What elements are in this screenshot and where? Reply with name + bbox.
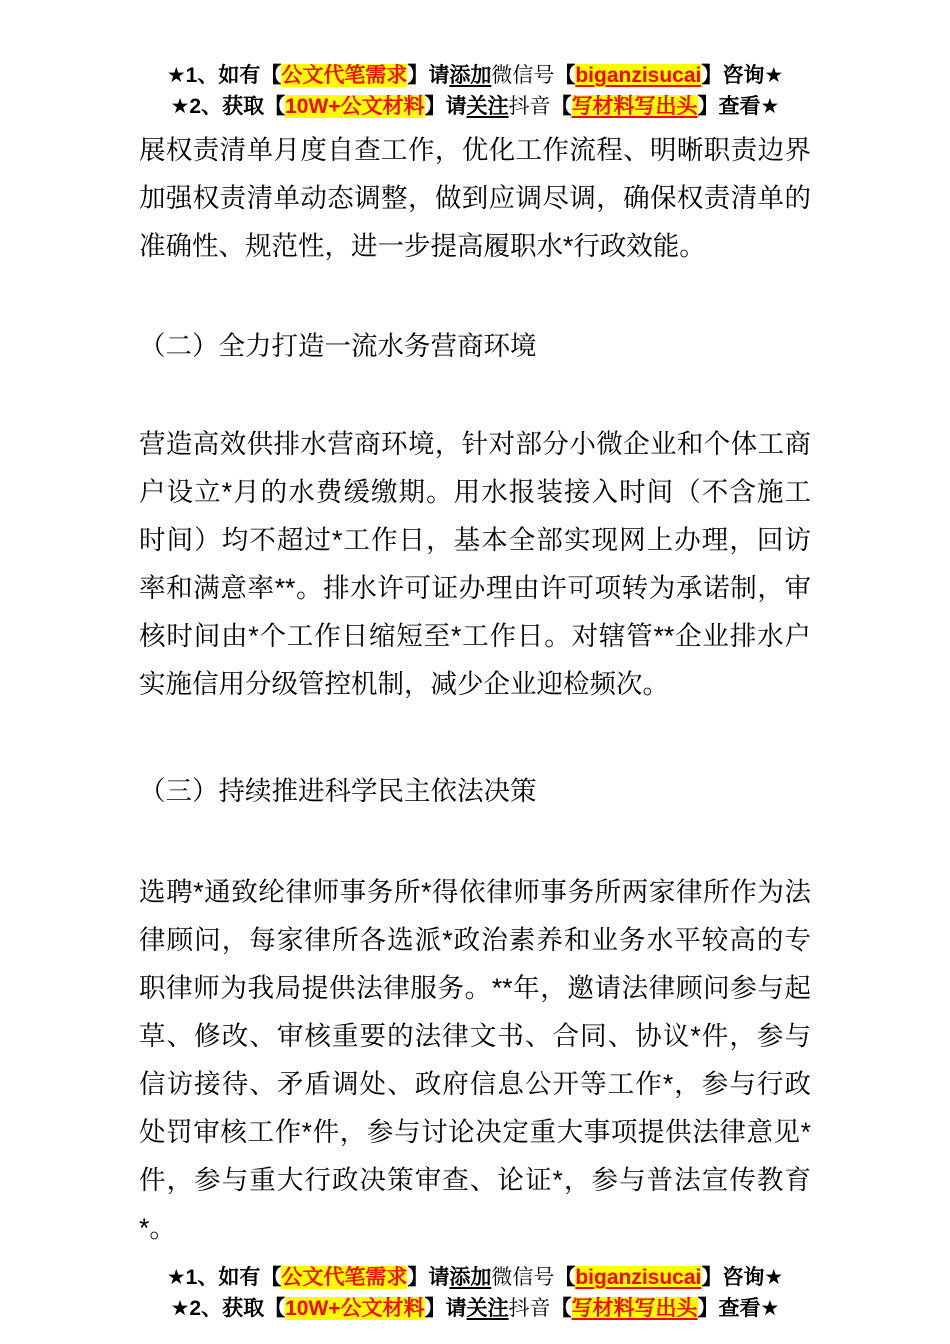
promo-segment: 抖音 <box>508 1297 551 1320</box>
promo-segment: 抖音 <box>508 95 551 118</box>
promo-segment: 关注 <box>466 1297 509 1320</box>
promo-segment: 添加 <box>449 1266 492 1289</box>
promo-segment: 】请 <box>424 95 467 118</box>
promo-segment: 微信号 <box>491 64 555 87</box>
promo-segment: ★1、如有【 <box>166 1266 282 1289</box>
body-paragraph-1: 展权责清单月度自查工作，优化工作流程、明晰职责边界加强权责清单动态调整，做到应调尽调，确保权责清单的准确性、规范性，进一步提高履职水*行政效能。 <box>139 135 811 261</box>
promo-segment: 关注 <box>466 95 509 118</box>
promo-segment: 】请 <box>407 64 450 87</box>
body-paragraph-3: 选聘*通致纶律师事务所*得依律师事务所两家律所作为法律顾问，每家律所各选派*政治素养和业务水平较高的专职律师为我局提供法律服务。**年，邀请法律顾问参与起草、修改、审核重要的法律文书、合同、协议*件，参与信访接待、矛盾调处、政府信息公开等工作*，参与行政处罚审核工作*件，参与讨论决定重大事项提供法律意见*件，参与重大行政决策审查、论证*，参与普法宣传教育*。 <box>139 877 811 1243</box>
promo-segment: 写材料写出头 <box>571 95 698 118</box>
promo-segment: ★2、获取【 <box>170 1297 286 1320</box>
promo-segment: 】请 <box>424 1297 467 1320</box>
promo-banner-bottom <box>0 1262 950 1324</box>
promo-segment: 】咨询★ <box>701 1266 784 1289</box>
promo-segment: 公文代笔需求 <box>281 1266 408 1289</box>
promo-line <box>0 91 950 122</box>
promo-segment: 【 <box>554 1266 576 1289</box>
promo-line <box>0 1293 950 1324</box>
promo-segment: 】请 <box>407 1266 450 1289</box>
promo-banner-top <box>0 0 950 122</box>
promo-segment: 公文代笔需求 <box>281 64 408 87</box>
promo-segment: 添加 <box>449 64 492 87</box>
section-heading-2: （二）全力打造一流水务营商环境 <box>139 331 537 361</box>
promo-segment: 】查看★ <box>697 95 780 118</box>
document-body <box>139 126 811 1252</box>
promo-line <box>0 60 950 91</box>
promo-segment: ★2、获取【 <box>170 95 286 118</box>
promo-segment: biganzisucai <box>575 1266 702 1289</box>
promo-segment: 【 <box>550 95 572 118</box>
promo-segment: 写材料写出头 <box>571 1297 698 1320</box>
promo-segment: 10W+公文材料 <box>285 95 425 118</box>
section-heading-3: （三）持续推进科学民主依法决策 <box>139 776 537 806</box>
body-paragraph-2: 营造高效供排水营商环境，针对部分小微企业和个体工商户设立*月的水费缓缴期。用水报装接入时间（不含施工时间）均不超过*工作日，基本全部实现网上办理，回访率和满意率**。排水许可证办理由许可项转为承诺制，审核时间由*个工作日缩短至*工作日。对辖管**企业排水户实施信用分级管控机制，减少企业迎检频次。 <box>139 429 811 699</box>
promo-segment: 10W+公文材料 <box>285 1297 425 1320</box>
promo-segment: 】咨询★ <box>701 64 784 87</box>
promo-segment: 【 <box>554 64 576 87</box>
promo-segment: biganzisucai <box>575 64 702 87</box>
promo-segment: 微信号 <box>491 1266 555 1289</box>
promo-segment: 【 <box>550 1297 572 1320</box>
promo-segment: ★1、如有【 <box>166 64 282 87</box>
promo-line <box>0 1262 950 1293</box>
promo-segment: 】查看★ <box>697 1297 780 1320</box>
